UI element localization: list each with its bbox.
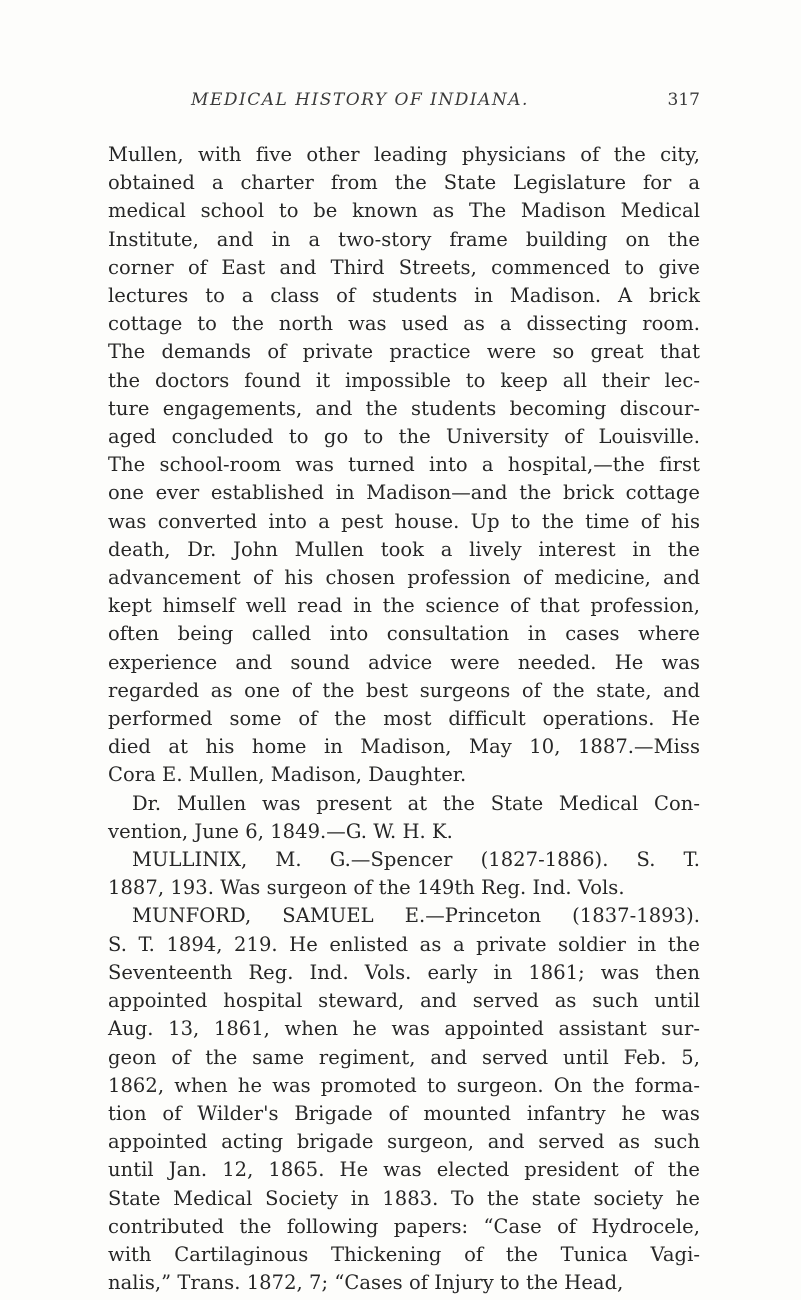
- page-number: 317: [667, 90, 700, 110]
- text-line: death, Dr. John Mullen took a lively interest in the: [108, 537, 700, 561]
- text-line: cottage to the north was used as a dissecting room.: [108, 312, 700, 336]
- text-line: often being called into consultation in cases where: [108, 622, 700, 646]
- text-line: vention, June 6, 1849.—G. W. H. K.: [108, 819, 453, 843]
- text-line: Cora E. Mullen, Madison, Daughter.: [108, 763, 467, 787]
- text-line: Dr. Mullen was present at the State Medical Con-: [132, 791, 700, 815]
- text-line: nalis,” Trans. 1872, 7; “Cases of Injury to the Head,: [108, 1271, 624, 1295]
- text-line: MUNFORD, SAMUEL E.—Princeton (1837-1893).: [132, 904, 700, 928]
- text-line: performed some of the most difficult operations. He: [108, 707, 700, 731]
- text-line: until Jan. 12, 1865. He was elected president of the: [108, 1158, 700, 1182]
- text-line: medical school to be known as The Madison Medical: [108, 199, 700, 223]
- text-line: geon of the same regiment, and served until Feb. 5,: [108, 1045, 700, 1069]
- text-line: Seventeenth Reg. Ind. Vols. early in 1861; was then: [108, 960, 700, 984]
- text-line: ture engagements, and the students becoming discour-: [108, 396, 700, 420]
- text-line: with Cartilaginous Thickening of the Tunica Vagi-: [108, 1242, 700, 1266]
- text-line: Institute, and in a two-story frame building on the: [108, 227, 700, 251]
- text-line: lectures to a class of students in Madison. A brick: [108, 284, 700, 308]
- paragraph: [108, 141, 700, 790]
- text-line: S. T. 1894, 219. He enlisted as a private soldier in the: [108, 932, 700, 956]
- text-line: 1862, when he was promoted to surgeon. On the forma-: [108, 1073, 700, 1097]
- text-line: advancement of his chosen profession of medicine, and: [108, 566, 700, 590]
- running-head: [120, 90, 700, 120]
- text-line: aged concluded to go to the University of Louisville.: [108, 425, 700, 449]
- paragraph: [108, 902, 700, 1297]
- text-line: Mullen, with five other leading physicians of the city,: [108, 143, 700, 166]
- paragraph: [108, 846, 700, 902]
- text-line: regarded as one of the best surgeons of the state, and: [108, 678, 700, 702]
- body-text: [108, 141, 700, 1297]
- text-line: Aug. 13, 1861, when he was appointed assistant sur-: [108, 1017, 700, 1041]
- text-line: experience and sound advice were needed. He was: [108, 650, 700, 674]
- text-line: State Medical Society in 1883. To the state society he: [108, 1186, 700, 1210]
- text-line: died at his home in Madison, May 10, 1887.—Miss: [108, 735, 700, 759]
- text-line: obtained a charter from the State Legislature for a: [108, 171, 700, 195]
- paragraph: [108, 790, 700, 846]
- text-line: contributed the following papers: “Case of Hydrocele,: [108, 1214, 700, 1238]
- text-line: tion of Wilder's Brigade of mounted infantry he was: [108, 1101, 700, 1125]
- text-line: 1887, 193. Was surgeon of the 149th Reg. Ind. Vols.: [108, 876, 625, 900]
- text-line: appointed hospital steward, and served as such until: [108, 989, 700, 1013]
- text-line: one ever established in Madison—and the brick cottage: [108, 481, 700, 505]
- running-title: MEDICAL HISTORY OF INDIANA.: [191, 90, 529, 110]
- text-line: was converted into a pest house. Up to the time of his: [108, 509, 700, 533]
- text-line: MULLINIX, M. G.—Spencer (1827-1886). S. T.: [132, 848, 700, 872]
- text-line: kept himself well read in the science of that profession,: [108, 594, 700, 618]
- text-line: the doctors found it impossible to keep all their lec-: [108, 368, 700, 392]
- text-line: The school-room was turned into a hospital,—the first: [108, 453, 700, 477]
- text-line: The demands of private practice were so great that: [108, 340, 700, 364]
- text-line: appointed acting brigade surgeon, and served as such: [108, 1130, 700, 1154]
- text-line: corner of East and Third Streets, commenced to give: [108, 255, 700, 279]
